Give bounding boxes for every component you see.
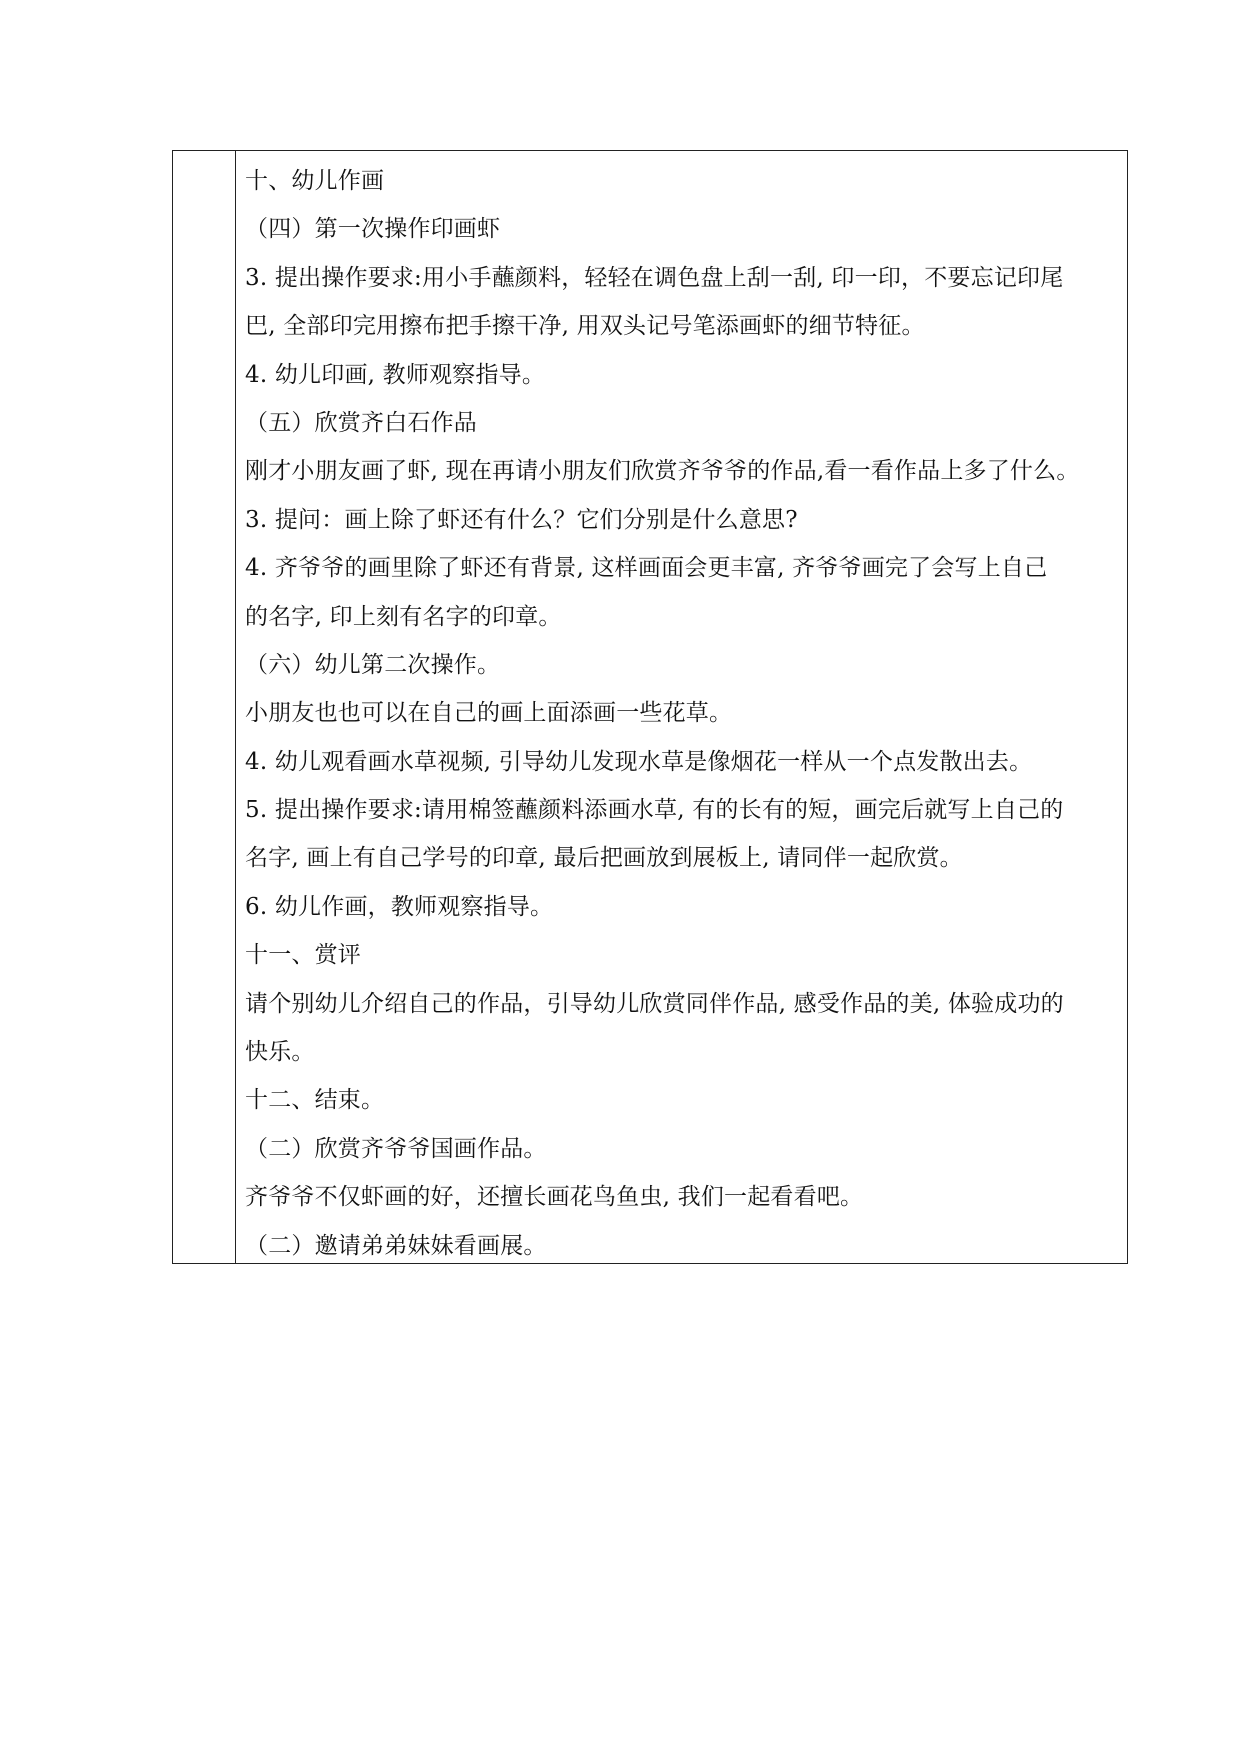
lesson-table xyxy=(172,150,1128,1264)
text-line: 4. 齐爷爷的画里除了虾还有背景, 这样画面会更丰富, 齐爷爷画完了会写上自己 xyxy=(245,555,1048,582)
table-left-column xyxy=(173,151,236,1263)
text-line: 4. 幼儿观看画水草视频, 引导幼儿发现水草是像烟花一样从一个点发散出去。 xyxy=(245,748,1033,775)
text-line: （六）幼儿第二次操作。 xyxy=(245,651,501,678)
table-content-cell xyxy=(245,157,1125,1270)
text-line: 齐爷爷不仅虾画的好，还擅长画花鸟鱼虫, 我们一起看看吧。 xyxy=(245,1184,864,1211)
text-line: 3. 提问：画上除了虾还有什么？它们分别是什么意思? xyxy=(245,506,798,533)
text-line: 6. 幼儿作画，教师观察指导。 xyxy=(245,893,554,920)
text-line: （五）欣赏齐白石作品 xyxy=(245,409,477,436)
text-line: 刚才小朋友画了虾, 现在再请小朋友们欣赏齐爷爷的作品,看一看作品上多了什么。 xyxy=(245,458,1080,485)
text-line: 3. 提出操作要求:用小手蘸颜料，轻轻在调色盘上刮一刮, 印一印，不要忘记印尾 xyxy=(245,264,1064,291)
text-line: （二）欣赏齐爷爷国画作品。 xyxy=(245,1135,547,1162)
text-line: 名字, 画上有自己学号的印章, 最后把画放到展板上, 请同伴一起欣赏。 xyxy=(245,845,963,872)
text-line: 小朋友也也可以在自己的画上面添画一些花草。 xyxy=(245,700,733,727)
text-line: 5. 提出操作要求:请用棉签蘸颜料添画水草, 有的长有的短，画完后就写上自己的 xyxy=(245,797,1064,824)
text-line: 请个别幼儿介绍自己的作品，引导幼儿欣赏同伴作品, 感受作品的美, 体验成功的 xyxy=(245,990,1064,1017)
text-line: （二）邀请弟弟妹妹看画展。 xyxy=(245,1232,547,1259)
text-line: 快乐。 xyxy=(245,1039,315,1066)
text-line: 十二、结束。 xyxy=(245,1087,385,1114)
text-line: 十、幼儿作画 xyxy=(245,168,385,194)
text-line: 的名字, 印上刻有名字的印章。 xyxy=(245,603,562,630)
text-line: 巴, 全部印完用擦布把手擦干净, 用双头记号笔添画虾的细节特征。 xyxy=(245,313,925,340)
text-line: （四）第一次操作印画虾 xyxy=(245,216,501,243)
text-line: 4. 幼儿印画, 教师观察指导。 xyxy=(245,361,546,388)
text-line: 十一、赏评 xyxy=(245,942,361,969)
